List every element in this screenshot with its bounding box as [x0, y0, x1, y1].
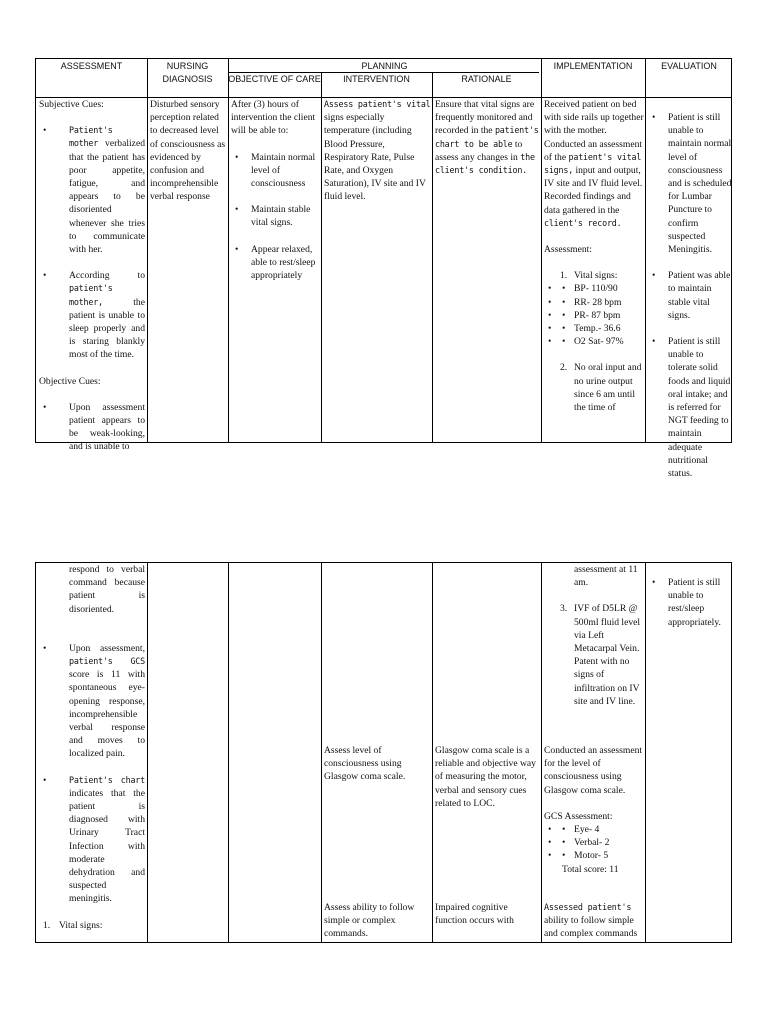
gcs-item: • • Eye- 4 [544, 823, 644, 836]
column-divider [432, 72, 433, 442]
ivf-text: IVF of D5LR @ 500ml fluid level via Left Metacarpal Vein. Patent with no signs of infiltration on IV site and IV line. [574, 603, 641, 707]
intervention-loc: Assess level of consciousness using Glasgow coma scale. [324, 745, 406, 783]
vital-signs-label: Vital signs: [574, 270, 618, 282]
objective-cue-1-cont: respond to verbal command because patient is disoriented. [69, 564, 145, 615]
column-divider [541, 59, 542, 442]
column-divider [321, 72, 322, 442]
header-assessment: ASSESSMENT [60, 61, 123, 71]
objective-cue-gcs [39, 642, 145, 761]
intervention-cell [324, 98, 431, 442]
cue-emphasis: patient's GCS [69, 656, 145, 667]
gcs-value: Verbal- 2 [574, 837, 610, 849]
header-rationale: RATIONALE [461, 74, 512, 84]
subjective-cue-2 [39, 269, 145, 361]
header-implementation: IMPLEMENTATION [553, 61, 633, 71]
evaluation-cell [648, 98, 732, 480]
header-objective-of-care: OBJECTIVE OF CARE [228, 74, 321, 84]
gcs-item: • • Verbal- 2 [544, 836, 644, 849]
column-divider [228, 59, 229, 442]
vital-value: PR- 87 bpm [574, 309, 621, 321]
column-divider [228, 563, 229, 942]
list-number: 1. [43, 919, 51, 931]
column-divider [645, 563, 646, 942]
vital-temp: • • Temp.- 36.6 [544, 322, 644, 335]
cue-emphasis: patient's mother, [69, 283, 113, 307]
objective-intro: After (3) hours of intervention the client will be able to: [231, 99, 316, 137]
cue-text: According to [69, 270, 145, 282]
header-nursing-diagnosis: NURSING DIAGNOSIS [162, 61, 213, 84]
evaluation-item: • Patient is still unable to rest/sleep appropriately. [648, 576, 732, 629]
objective-cue-1 [39, 401, 145, 454]
io-item-cont: assessment at 11 am. [574, 564, 638, 589]
column-divider [645, 59, 646, 442]
evaluation-item: • Patient was able to maintain stable vital signs. [648, 269, 732, 322]
intervention-commands: Assess ability to follow simple or complex commands. [324, 902, 415, 940]
cue-text: score is 11 with spontaneous eye-opening response, incomprehensible verbal response and moves to localized pain. [69, 669, 145, 760]
rationale-text: to assess any changes in [435, 138, 523, 163]
vital-bp: • • BP- 110/90 [544, 282, 644, 295]
care-plan-table-page-2 [35, 562, 732, 943]
rationale-text: Ensure that vital signs are frequently monitored and recorded in the [435, 99, 535, 137]
implementation-emphasis: Assessed patient's [544, 902, 632, 912]
cue-emphasis: Patient's mother [69, 125, 113, 149]
objective-item: • Maintain normal level of consciousness [231, 151, 320, 191]
rationale-cognitive: Impaired cognitive function occurs with [435, 902, 514, 927]
objective-item: • Maintain stable vital signs. [231, 203, 320, 229]
cue-text: verbalized that the patient has poor appetite, fatigue, and appears to be disoriented whenever she tries to communicate with her. [69, 138, 145, 256]
header-evaluation: EVALUATION [661, 61, 717, 71]
ivf-item [544, 602, 644, 708]
implementation-cell [544, 98, 644, 442]
assessment-cell [39, 563, 145, 943]
subjective-cues-label: Subjective Cues: [39, 99, 104, 110]
vital-value: Temp.- 36.6 [574, 323, 621, 335]
rationale-cell [435, 98, 540, 442]
intervention-emphasis: Assess patient's vital [324, 99, 431, 109]
intervention-text: signs especially temperature (including Blood Pressure, Respiratory Rate, Pulse Rate, and Oxygen Saturation), IV site and IV fluid level. [324, 112, 426, 203]
gcs-item: • • Motor- 5 [544, 849, 644, 862]
objective-cue-chart [39, 774, 145, 906]
gcs-total: Total score: 11 [562, 863, 619, 875]
list-number: 3. [560, 603, 568, 615]
header-planning: PLANNING [361, 61, 408, 71]
column-divider [147, 563, 148, 942]
gcs-value: Motor- 5 [574, 850, 609, 862]
subjective-cue-1 [39, 124, 145, 256]
cue-text: the patient is unable to sleep properly and is staring blankly most of the time. [69, 296, 145, 361]
vital-signs-item: 1. Vital signs: [560, 270, 618, 282]
gcs-value: Eye- 4 [574, 824, 600, 836]
rationale-gcs: Glasgow coma scale is a reliable and objective way of measuring the motor, verbal and sensory cues related to LOC. [435, 745, 536, 809]
header-intervention: INTERVENTION [343, 74, 410, 84]
cue-text: Upon assessment patient appears to be weak-looking, and is unable to [69, 401, 145, 453]
rationale-emphasis: patient's chart to be able [435, 125, 539, 149]
implementation-text: ability to follow simple and complex commands [544, 915, 638, 940]
loc-text: Conducted an assessment for the level of consciousness using Glasgow coma scale. [544, 745, 643, 796]
column-divider [432, 563, 433, 942]
io-text: No oral input and no urine output since 6 am until the time of [574, 362, 642, 414]
vital-value: BP- 110/90 [574, 283, 618, 295]
column-divider [541, 563, 542, 942]
objective-of-care-cell [231, 98, 320, 442]
cue-text: Upon assessment, [69, 642, 145, 654]
vital-rr: • • RR- 28 bpm [544, 296, 644, 309]
implementation-emphasis: patient's vital signs, [544, 151, 642, 176]
vital-signs-item [39, 919, 145, 932]
io-item: 2. No oral input and no urine output since 6 am until the time of [560, 362, 642, 414]
implementation-commands [544, 901, 644, 941]
assessment-label: Assessment: [544, 244, 592, 256]
vital-o2: • • O2 Sat- 97% [544, 335, 644, 348]
implementation-text: Received patient on bed with side rails up together with the mother. Conducted an assessment of the [544, 99, 644, 163]
evaluation-cell [648, 576, 732, 629]
nursing-diagnosis-cell: Disturbed sensory perception related to decreased level of consciousness as evidenced by confusion and incomprehensible verbal response [150, 99, 226, 203]
evaluation-item: • Patient is still unable to maintain normal level of consciousness and is scheduled for Lumbar Puncture to confirm suspected Meningitis. [648, 111, 732, 256]
vital-value: O2 Sat- 97% [574, 336, 624, 348]
implementation-gcs [544, 744, 644, 876]
evaluation-item: • Patient is still unable to tolerate solid foods and liquid oral intake; and is referred for NGT feeding to maintain adequate nutritional status. [648, 335, 732, 480]
rationale-emphasis: the client's condition. [435, 151, 535, 176]
vital-value: RR- 28 bpm [574, 296, 622, 308]
vital-signs-label: Vital signs: [59, 919, 103, 931]
column-divider [147, 59, 148, 442]
implementation-emphasis: client's record. [544, 217, 622, 228]
cue-text: indicates that the patient is diagnosed with Urinary Tract Infection with moderate dehydration and suspected meningitis. [69, 787, 145, 905]
care-plan-table-page-1 [35, 58, 732, 480]
column-divider [321, 563, 322, 942]
vital-pr: • • PR- 87 bpm [544, 309, 644, 322]
gcs-assessment-label: GCS Assessment: [544, 810, 613, 822]
objective-cues-label: Objective Cues: [39, 375, 101, 387]
cue-emphasis: Patient's chart [69, 774, 145, 785]
objective-item: • Appear relaxed, able to rest/sleep appropriately [231, 243, 320, 283]
implementation-text: input and output, IV site and IV fluid level. Recorded findings and data gathered in the [544, 165, 643, 216]
assessment-cell [39, 98, 145, 453]
